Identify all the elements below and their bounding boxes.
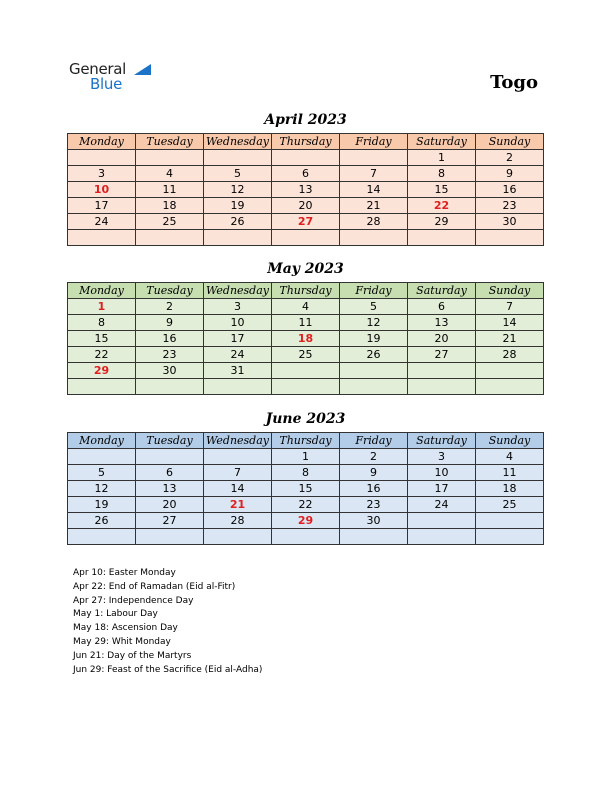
day-cell: 11 bbox=[136, 182, 204, 198]
week-row bbox=[68, 347, 544, 363]
holiday-note: Apr 22: End of Ramadan (Eid al-Fitr) bbox=[73, 581, 236, 592]
week-row bbox=[68, 513, 544, 529]
day-cell: 1 bbox=[272, 449, 340, 465]
day-cell: 21 bbox=[476, 331, 544, 347]
weekday-header: Monday bbox=[68, 283, 136, 299]
day-cell: 25 bbox=[272, 347, 340, 363]
day-cell: 10 bbox=[68, 182, 136, 198]
week-row bbox=[68, 465, 544, 481]
day-cell bbox=[408, 230, 476, 246]
weekday-header: Saturday bbox=[408, 433, 476, 449]
day-cell bbox=[204, 230, 272, 246]
day-cell: 21 bbox=[204, 497, 272, 513]
weekday-header: Wednesday bbox=[204, 433, 272, 449]
day-cell: 15 bbox=[408, 182, 476, 198]
day-cell bbox=[340, 529, 408, 545]
day-cell: 28 bbox=[340, 214, 408, 230]
calendar-april bbox=[67, 133, 544, 246]
day-cell: 27 bbox=[408, 347, 476, 363]
month-title-june: June 2023 bbox=[265, 411, 346, 427]
week-row bbox=[68, 379, 544, 395]
day-cell bbox=[340, 363, 408, 379]
day-cell bbox=[136, 150, 204, 166]
day-cell: 14 bbox=[204, 481, 272, 497]
day-cell: 25 bbox=[476, 497, 544, 513]
day-cell: 31 bbox=[204, 363, 272, 379]
day-cell: 11 bbox=[476, 465, 544, 481]
day-cell bbox=[340, 379, 408, 395]
day-cell: 23 bbox=[476, 198, 544, 214]
day-cell: 25 bbox=[136, 214, 204, 230]
day-cell bbox=[272, 363, 340, 379]
day-cell: 20 bbox=[136, 497, 204, 513]
day-cell bbox=[476, 379, 544, 395]
day-cell: 5 bbox=[340, 299, 408, 315]
weekday-header-row bbox=[68, 134, 544, 150]
day-cell bbox=[204, 449, 272, 465]
week-row bbox=[68, 315, 544, 331]
weekday-header: Thursday bbox=[272, 283, 340, 299]
week-row bbox=[68, 150, 544, 166]
day-cell: 14 bbox=[476, 315, 544, 331]
week-row bbox=[68, 497, 544, 513]
day-cell: 8 bbox=[408, 166, 476, 182]
day-cell: 26 bbox=[340, 347, 408, 363]
week-row bbox=[68, 166, 544, 182]
day-cell bbox=[340, 230, 408, 246]
day-cell: 4 bbox=[476, 449, 544, 465]
day-cell bbox=[136, 379, 204, 395]
weekday-header: Tuesday bbox=[136, 433, 204, 449]
day-cell: 29 bbox=[408, 214, 476, 230]
day-cell bbox=[476, 230, 544, 246]
day-cell: 24 bbox=[68, 214, 136, 230]
holiday-note: May 1: Labour Day bbox=[73, 609, 158, 620]
day-cell: 10 bbox=[204, 315, 272, 331]
day-cell bbox=[272, 379, 340, 395]
day-cell: 22 bbox=[68, 347, 136, 363]
day-cell: 19 bbox=[68, 497, 136, 513]
day-cell bbox=[204, 150, 272, 166]
day-cell: 5 bbox=[204, 166, 272, 182]
day-cell: 1 bbox=[68, 299, 136, 315]
weekday-header: Thursday bbox=[272, 433, 340, 449]
day-cell: 15 bbox=[272, 481, 340, 497]
day-cell: 27 bbox=[136, 513, 204, 529]
day-cell: 13 bbox=[136, 481, 204, 497]
day-cell: 8 bbox=[68, 315, 136, 331]
day-cell: 7 bbox=[476, 299, 544, 315]
day-cell: 30 bbox=[136, 363, 204, 379]
day-cell: 29 bbox=[68, 363, 136, 379]
day-cell: 17 bbox=[68, 198, 136, 214]
holiday-note: Jun 29: Feast of the Sacrifice (Eid al-Adha) bbox=[73, 664, 263, 675]
generalblue-logo bbox=[69, 62, 126, 92]
weekday-header: Saturday bbox=[408, 134, 476, 150]
day-cell: 18 bbox=[136, 198, 204, 214]
day-cell: 7 bbox=[204, 465, 272, 481]
day-cell: 12 bbox=[68, 481, 136, 497]
day-cell: 8 bbox=[272, 465, 340, 481]
holiday-note: Apr 27: Independence Day bbox=[73, 595, 194, 606]
day-cell bbox=[136, 529, 204, 545]
month-title-may: May 2023 bbox=[267, 261, 344, 277]
day-cell: 13 bbox=[272, 182, 340, 198]
week-row bbox=[68, 230, 544, 246]
day-cell: 2 bbox=[136, 299, 204, 315]
weekday-header: Tuesday bbox=[136, 283, 204, 299]
day-cell: 19 bbox=[204, 198, 272, 214]
day-cell: 24 bbox=[408, 497, 476, 513]
calendar-june bbox=[67, 432, 544, 545]
weekday-header-row bbox=[68, 283, 544, 299]
holiday-note: May 29: Whit Monday bbox=[73, 636, 171, 647]
day-cell: 27 bbox=[272, 214, 340, 230]
weekday-header: Friday bbox=[340, 283, 408, 299]
day-cell bbox=[408, 529, 476, 545]
weekday-header: Sunday bbox=[476, 283, 544, 299]
weekday-header: Monday bbox=[68, 433, 136, 449]
day-cell bbox=[272, 529, 340, 545]
day-cell: 6 bbox=[272, 166, 340, 182]
day-cell bbox=[476, 529, 544, 545]
weekday-header-row bbox=[68, 433, 544, 449]
day-cell: 2 bbox=[340, 449, 408, 465]
day-cell bbox=[408, 513, 476, 529]
holiday-note: Jun 21: Day of the Martyrs bbox=[73, 650, 192, 661]
day-cell: 16 bbox=[136, 331, 204, 347]
logo-triangle-icon bbox=[134, 64, 151, 75]
day-cell: 19 bbox=[340, 331, 408, 347]
day-cell: 11 bbox=[272, 315, 340, 331]
week-row bbox=[68, 481, 544, 497]
day-cell bbox=[476, 513, 544, 529]
day-cell: 23 bbox=[136, 347, 204, 363]
day-cell: 18 bbox=[476, 481, 544, 497]
holiday-note: Apr 10: Easter Monday bbox=[73, 568, 176, 578]
holiday-note: May 18: Ascension Day bbox=[73, 623, 178, 634]
weekday-header: Wednesday bbox=[204, 283, 272, 299]
week-row bbox=[68, 299, 544, 315]
day-cell: 12 bbox=[204, 182, 272, 198]
month-title-april: April 2023 bbox=[264, 112, 347, 128]
weekday-header: Monday bbox=[68, 134, 136, 150]
day-cell: 14 bbox=[340, 182, 408, 198]
day-cell: 24 bbox=[204, 347, 272, 363]
day-cell: 15 bbox=[68, 331, 136, 347]
day-cell: 16 bbox=[476, 182, 544, 198]
day-cell bbox=[204, 529, 272, 545]
day-cell: 20 bbox=[408, 331, 476, 347]
day-cell: 7 bbox=[340, 166, 408, 182]
day-cell: 3 bbox=[204, 299, 272, 315]
logo-text-general: General bbox=[69, 60, 127, 78]
week-row bbox=[68, 449, 544, 465]
day-cell: 2 bbox=[476, 150, 544, 166]
day-cell bbox=[68, 150, 136, 166]
weekday-header: Wednesday bbox=[204, 134, 272, 150]
day-cell: 17 bbox=[408, 481, 476, 497]
day-cell bbox=[68, 449, 136, 465]
day-cell bbox=[68, 379, 136, 395]
day-cell: 28 bbox=[476, 347, 544, 363]
day-cell: 30 bbox=[476, 214, 544, 230]
day-cell: 10 bbox=[408, 465, 476, 481]
day-cell: 22 bbox=[272, 497, 340, 513]
day-cell: 21 bbox=[340, 198, 408, 214]
week-row bbox=[68, 198, 544, 214]
day-cell bbox=[408, 379, 476, 395]
day-cell: 4 bbox=[136, 166, 204, 182]
logo-text-blue: Blue bbox=[90, 75, 122, 93]
day-cell: 16 bbox=[340, 481, 408, 497]
day-cell: 23 bbox=[340, 497, 408, 513]
week-row bbox=[68, 529, 544, 545]
day-cell bbox=[340, 150, 408, 166]
week-row bbox=[68, 182, 544, 198]
day-cell: 3 bbox=[68, 166, 136, 182]
day-cell: 29 bbox=[272, 513, 340, 529]
day-cell: 9 bbox=[340, 465, 408, 481]
day-cell bbox=[408, 363, 476, 379]
day-cell: 6 bbox=[136, 465, 204, 481]
day-cell: 17 bbox=[204, 331, 272, 347]
day-cell: 18 bbox=[272, 331, 340, 347]
calendar-may bbox=[67, 282, 544, 395]
day-cell: 22 bbox=[408, 198, 476, 214]
day-cell: 9 bbox=[136, 315, 204, 331]
day-cell bbox=[136, 449, 204, 465]
day-cell: 13 bbox=[408, 315, 476, 331]
day-cell bbox=[204, 379, 272, 395]
day-cell bbox=[68, 230, 136, 246]
day-cell: 5 bbox=[68, 465, 136, 481]
week-row bbox=[68, 214, 544, 230]
day-cell bbox=[272, 230, 340, 246]
weekday-header: Friday bbox=[340, 134, 408, 150]
weekday-header: Tuesday bbox=[136, 134, 204, 150]
weekday-header: Saturday bbox=[408, 283, 476, 299]
day-cell: 6 bbox=[408, 299, 476, 315]
country-title: Togo bbox=[490, 72, 538, 93]
week-row bbox=[68, 331, 544, 347]
day-cell: 9 bbox=[476, 166, 544, 182]
weekday-header: Sunday bbox=[476, 134, 544, 150]
day-cell: 28 bbox=[204, 513, 272, 529]
day-cell: 26 bbox=[68, 513, 136, 529]
day-cell: 26 bbox=[204, 214, 272, 230]
weekday-header: Friday bbox=[340, 433, 408, 449]
day-cell bbox=[136, 230, 204, 246]
day-cell: 3 bbox=[408, 449, 476, 465]
day-cell: 4 bbox=[272, 299, 340, 315]
day-cell: 20 bbox=[272, 198, 340, 214]
day-cell bbox=[68, 529, 136, 545]
week-row bbox=[68, 363, 544, 379]
day-cell: 12 bbox=[340, 315, 408, 331]
day-cell bbox=[476, 363, 544, 379]
weekday-header: Thursday bbox=[272, 134, 340, 150]
day-cell: 30 bbox=[340, 513, 408, 529]
weekday-header: Sunday bbox=[476, 433, 544, 449]
day-cell: 1 bbox=[408, 150, 476, 166]
day-cell bbox=[272, 150, 340, 166]
holiday-notes bbox=[73, 567, 262, 677]
